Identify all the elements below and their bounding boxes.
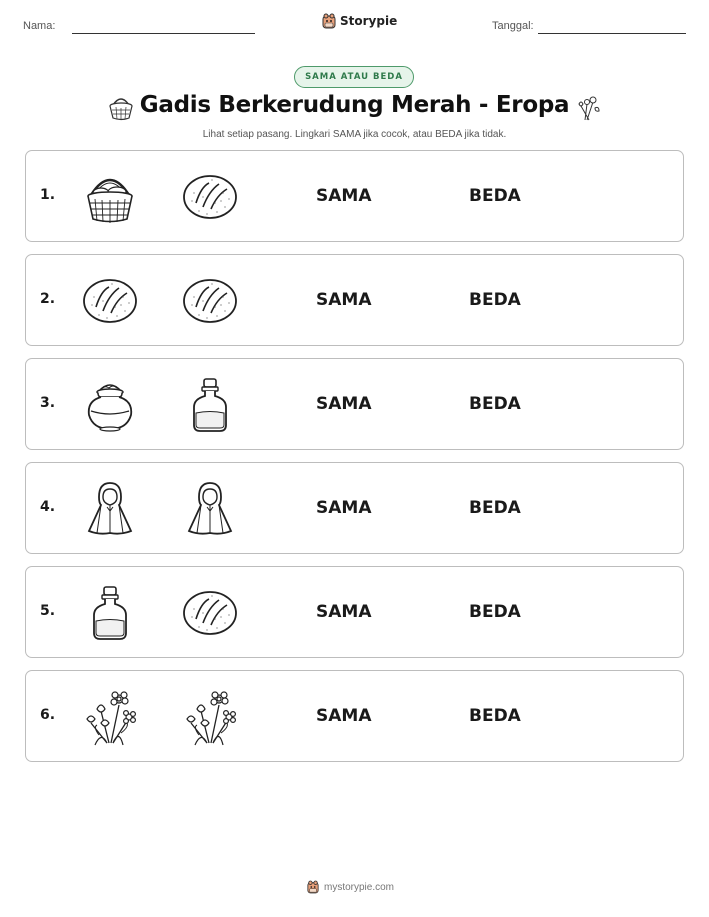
- name-label: Nama:: [23, 20, 56, 32]
- bread-icon: [179, 583, 241, 643]
- basket-icon: [79, 167, 141, 227]
- row-number: 2.: [40, 291, 56, 307]
- option-different[interactable]: BEDA: [469, 186, 521, 206]
- bread-icon: [79, 271, 141, 331]
- exercise-row: [25, 566, 684, 658]
- row-number: 3.: [40, 395, 56, 411]
- honey-pot-icon: [79, 375, 141, 435]
- brand-logo: [322, 13, 397, 29]
- exercise-row: [25, 150, 684, 242]
- option-different[interactable]: BEDA: [469, 706, 521, 726]
- row-number: 6.: [40, 707, 56, 723]
- option-different[interactable]: BEDA: [469, 290, 521, 310]
- option-different[interactable]: BEDA: [469, 602, 521, 622]
- bottle-icon: [79, 583, 141, 643]
- bread-icon: [179, 271, 241, 331]
- row-number: 1.: [40, 187, 56, 203]
- storypie-mascot-icon: [307, 880, 319, 894]
- option-same[interactable]: SAMA: [316, 498, 372, 518]
- name-line[interactable]: [72, 33, 255, 34]
- bread-icon: [179, 167, 241, 227]
- option-same[interactable]: SAMA: [316, 290, 372, 310]
- cloak-icon: [79, 479, 141, 539]
- date-line[interactable]: [538, 33, 686, 34]
- option-different[interactable]: BEDA: [469, 394, 521, 414]
- brand-name: Storypie: [340, 14, 398, 28]
- cloak-icon: [179, 479, 241, 539]
- footer-url: mystorypie.com: [324, 881, 395, 893]
- instructions: Lihat setiap pasang. Lingkari SAMA jika cocok, atau BEDA jika tidak.: [202, 129, 507, 140]
- row-number: 5.: [40, 603, 56, 619]
- option-same[interactable]: SAMA: [316, 394, 372, 414]
- option-same[interactable]: SAMA: [316, 706, 372, 726]
- flowers-icon: [179, 687, 241, 747]
- footer: [307, 880, 394, 894]
- flowers-icon: [79, 687, 141, 747]
- row-number: 4.: [40, 499, 56, 515]
- exercise-row: [25, 254, 684, 346]
- exercise-row: [25, 670, 684, 762]
- exercise-row: [25, 358, 684, 450]
- flowers-icon: [573, 92, 603, 126]
- activity-badge: SAMA ATAU BEDA: [294, 66, 414, 88]
- option-different[interactable]: BEDA: [469, 498, 521, 518]
- storypie-mascot-icon: [322, 13, 336, 29]
- option-same[interactable]: SAMA: [316, 186, 372, 206]
- date-label: Tanggal:: [492, 20, 534, 32]
- page-title: Gadis Berkerudung Merah - Eropa: [139, 92, 570, 118]
- bottle-icon: [179, 375, 241, 435]
- exercise-row: [25, 462, 684, 554]
- option-same[interactable]: SAMA: [316, 602, 372, 622]
